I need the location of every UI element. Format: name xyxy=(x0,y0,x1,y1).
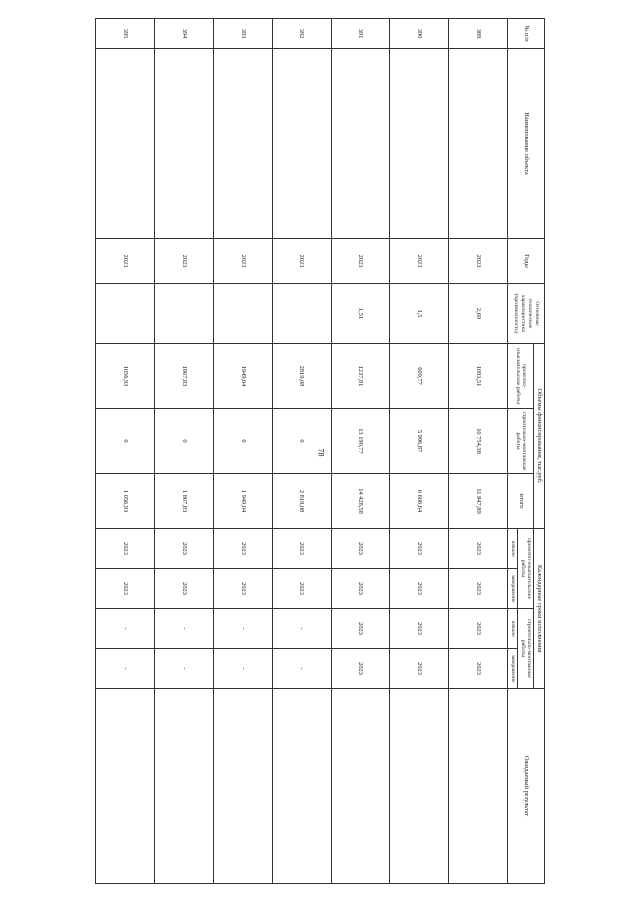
row-construction-end: - xyxy=(154,649,213,689)
row-design-start: 2023 xyxy=(449,529,508,569)
row-tech: 2,69 xyxy=(449,284,508,344)
row-fin-design: 1867,83 xyxy=(154,344,213,409)
row-result xyxy=(154,689,213,884)
row-year: 2023 xyxy=(154,239,213,284)
row-name xyxy=(96,49,155,239)
row-fin-construction: 0 xyxy=(213,409,272,474)
header-years: Годы xyxy=(508,239,545,284)
row-construction-start: - xyxy=(154,609,213,649)
row-design-end: 2023 xyxy=(96,569,155,609)
row-result xyxy=(272,689,331,884)
row-construction-start: 2023 xyxy=(331,609,390,649)
header-financing: Объемы финансирования, тыс.руб. xyxy=(534,344,545,529)
row-design-end: 2023 xyxy=(154,569,213,609)
row-year: 2023 xyxy=(213,239,272,284)
row-name xyxy=(213,49,272,239)
table-row xyxy=(213,19,272,884)
row-design-start: 2023 xyxy=(331,529,390,569)
row-design-end: 2023 xyxy=(272,569,331,609)
row-fin-total: 14 428,58 xyxy=(331,474,390,529)
table-row xyxy=(96,19,155,884)
row-year: 2023 xyxy=(449,239,508,284)
row-fin-total: 1 949,04 xyxy=(213,474,272,529)
table-row xyxy=(272,19,331,884)
row-year: 2023 xyxy=(390,239,449,284)
row-result xyxy=(213,689,272,884)
page-number: 78 xyxy=(316,448,326,457)
row-name xyxy=(272,49,331,239)
row-tech xyxy=(154,284,213,344)
row-name xyxy=(154,49,213,239)
row-construction-start: 2023 xyxy=(449,609,508,649)
table-row xyxy=(449,19,508,884)
row-fin-construction: 13 190,77 xyxy=(331,409,390,474)
row-design-start: 2023 xyxy=(213,529,272,569)
rotated-table-wrapper xyxy=(95,18,545,883)
row-fin-design: 609,77 xyxy=(390,344,449,409)
row-tech: 1,5 xyxy=(390,284,449,344)
row-fin-total: 11 847,89 xyxy=(449,474,508,529)
row-design-start: 2023 xyxy=(154,529,213,569)
row-name xyxy=(390,49,449,239)
header-construction-end: завершение xyxy=(508,649,518,689)
row-num: 395 xyxy=(96,19,155,49)
row-construction-start: - xyxy=(96,609,155,649)
header-design-start: начало xyxy=(508,529,518,569)
table-row xyxy=(331,19,390,884)
row-result xyxy=(96,689,155,884)
projects-table xyxy=(95,18,545,884)
row-fin-design: 2819,08 xyxy=(272,344,331,409)
row-name xyxy=(449,49,508,239)
row-num: 394 xyxy=(154,19,213,49)
header-name: Наименование объекта xyxy=(508,49,545,239)
row-design-end: 2023 xyxy=(449,569,508,609)
row-construction-end: - xyxy=(272,649,331,689)
header-fin-construction: строительно-монтажные работы xyxy=(508,409,534,474)
row-fin-total: 1 056,93 xyxy=(96,474,155,529)
row-construction-start: - xyxy=(213,609,272,649)
row-construction-end: 2023 xyxy=(390,649,449,689)
row-year: 2023 xyxy=(96,239,155,284)
row-num: 391 xyxy=(331,19,390,49)
header-design-works: проектно-изыскательские работы xyxy=(517,529,533,609)
row-design-end: 2023 xyxy=(213,569,272,609)
row-num: 389 xyxy=(449,19,508,49)
row-construction-start: 2023 xyxy=(390,609,449,649)
row-design-start: 2023 xyxy=(272,529,331,569)
row-num: 392 xyxy=(272,19,331,49)
row-design-start: 2023 xyxy=(390,529,449,569)
row-fin-total: 2 819,08 xyxy=(272,474,331,529)
row-fin-construction: 0 xyxy=(96,409,155,474)
row-name xyxy=(331,49,390,239)
table-row xyxy=(390,19,449,884)
row-fin-construction: 0 xyxy=(154,409,213,474)
row-num: 390 xyxy=(390,19,449,49)
header-fin-design: проектно-изыскательские работы xyxy=(508,344,534,409)
row-fin-total: 1 867,83 xyxy=(154,474,213,529)
row-fin-design: 1237,81 xyxy=(331,344,390,409)
header-fin-total: итого xyxy=(508,474,534,529)
row-tech xyxy=(213,284,272,344)
row-year: 2023 xyxy=(331,239,390,284)
row-fin-total: 6 606,64 xyxy=(390,474,449,529)
table-row xyxy=(154,19,213,884)
row-result xyxy=(390,689,449,884)
row-tech xyxy=(272,284,331,344)
row-fin-design: 1056,93 xyxy=(96,344,155,409)
row-year: 2023 xyxy=(272,239,331,284)
row-construction-start: - xyxy=(272,609,331,649)
header-result: Ожидаемый результат xyxy=(508,689,545,884)
header-design-end: завершение xyxy=(508,569,518,609)
row-tech xyxy=(96,284,155,344)
row-tech: 1,51 xyxy=(331,284,390,344)
row-construction-end: 2023 xyxy=(449,649,508,689)
row-design-start: 2023 xyxy=(96,529,155,569)
row-fin-design: 1093,51 xyxy=(449,344,508,409)
row-result xyxy=(449,689,508,884)
header-schedule: Календарные сроки исполнения xyxy=(534,529,545,689)
row-construction-end: 2023 xyxy=(331,649,390,689)
header-construction-works: строительно-монтажные работы xyxy=(517,609,533,689)
row-num: 393 xyxy=(213,19,272,49)
row-design-end: 2023 xyxy=(331,569,390,609)
row-fin-design: 1949,04 xyxy=(213,344,272,409)
header-construction-start: начало xyxy=(508,609,518,649)
row-construction-end: - xyxy=(213,649,272,689)
row-fin-construction: 0 xyxy=(272,409,331,474)
row-fin-construction: 5 996,87 xyxy=(390,409,449,474)
header-num: № п/п xyxy=(508,19,545,49)
row-design-end: 2023 xyxy=(390,569,449,609)
row-fin-construction: 10 754,38 xyxy=(449,409,508,474)
row-construction-end: - xyxy=(96,649,155,689)
header-tech: Основные технические характеристики (протяженность) xyxy=(508,284,545,344)
row-result xyxy=(331,689,390,884)
